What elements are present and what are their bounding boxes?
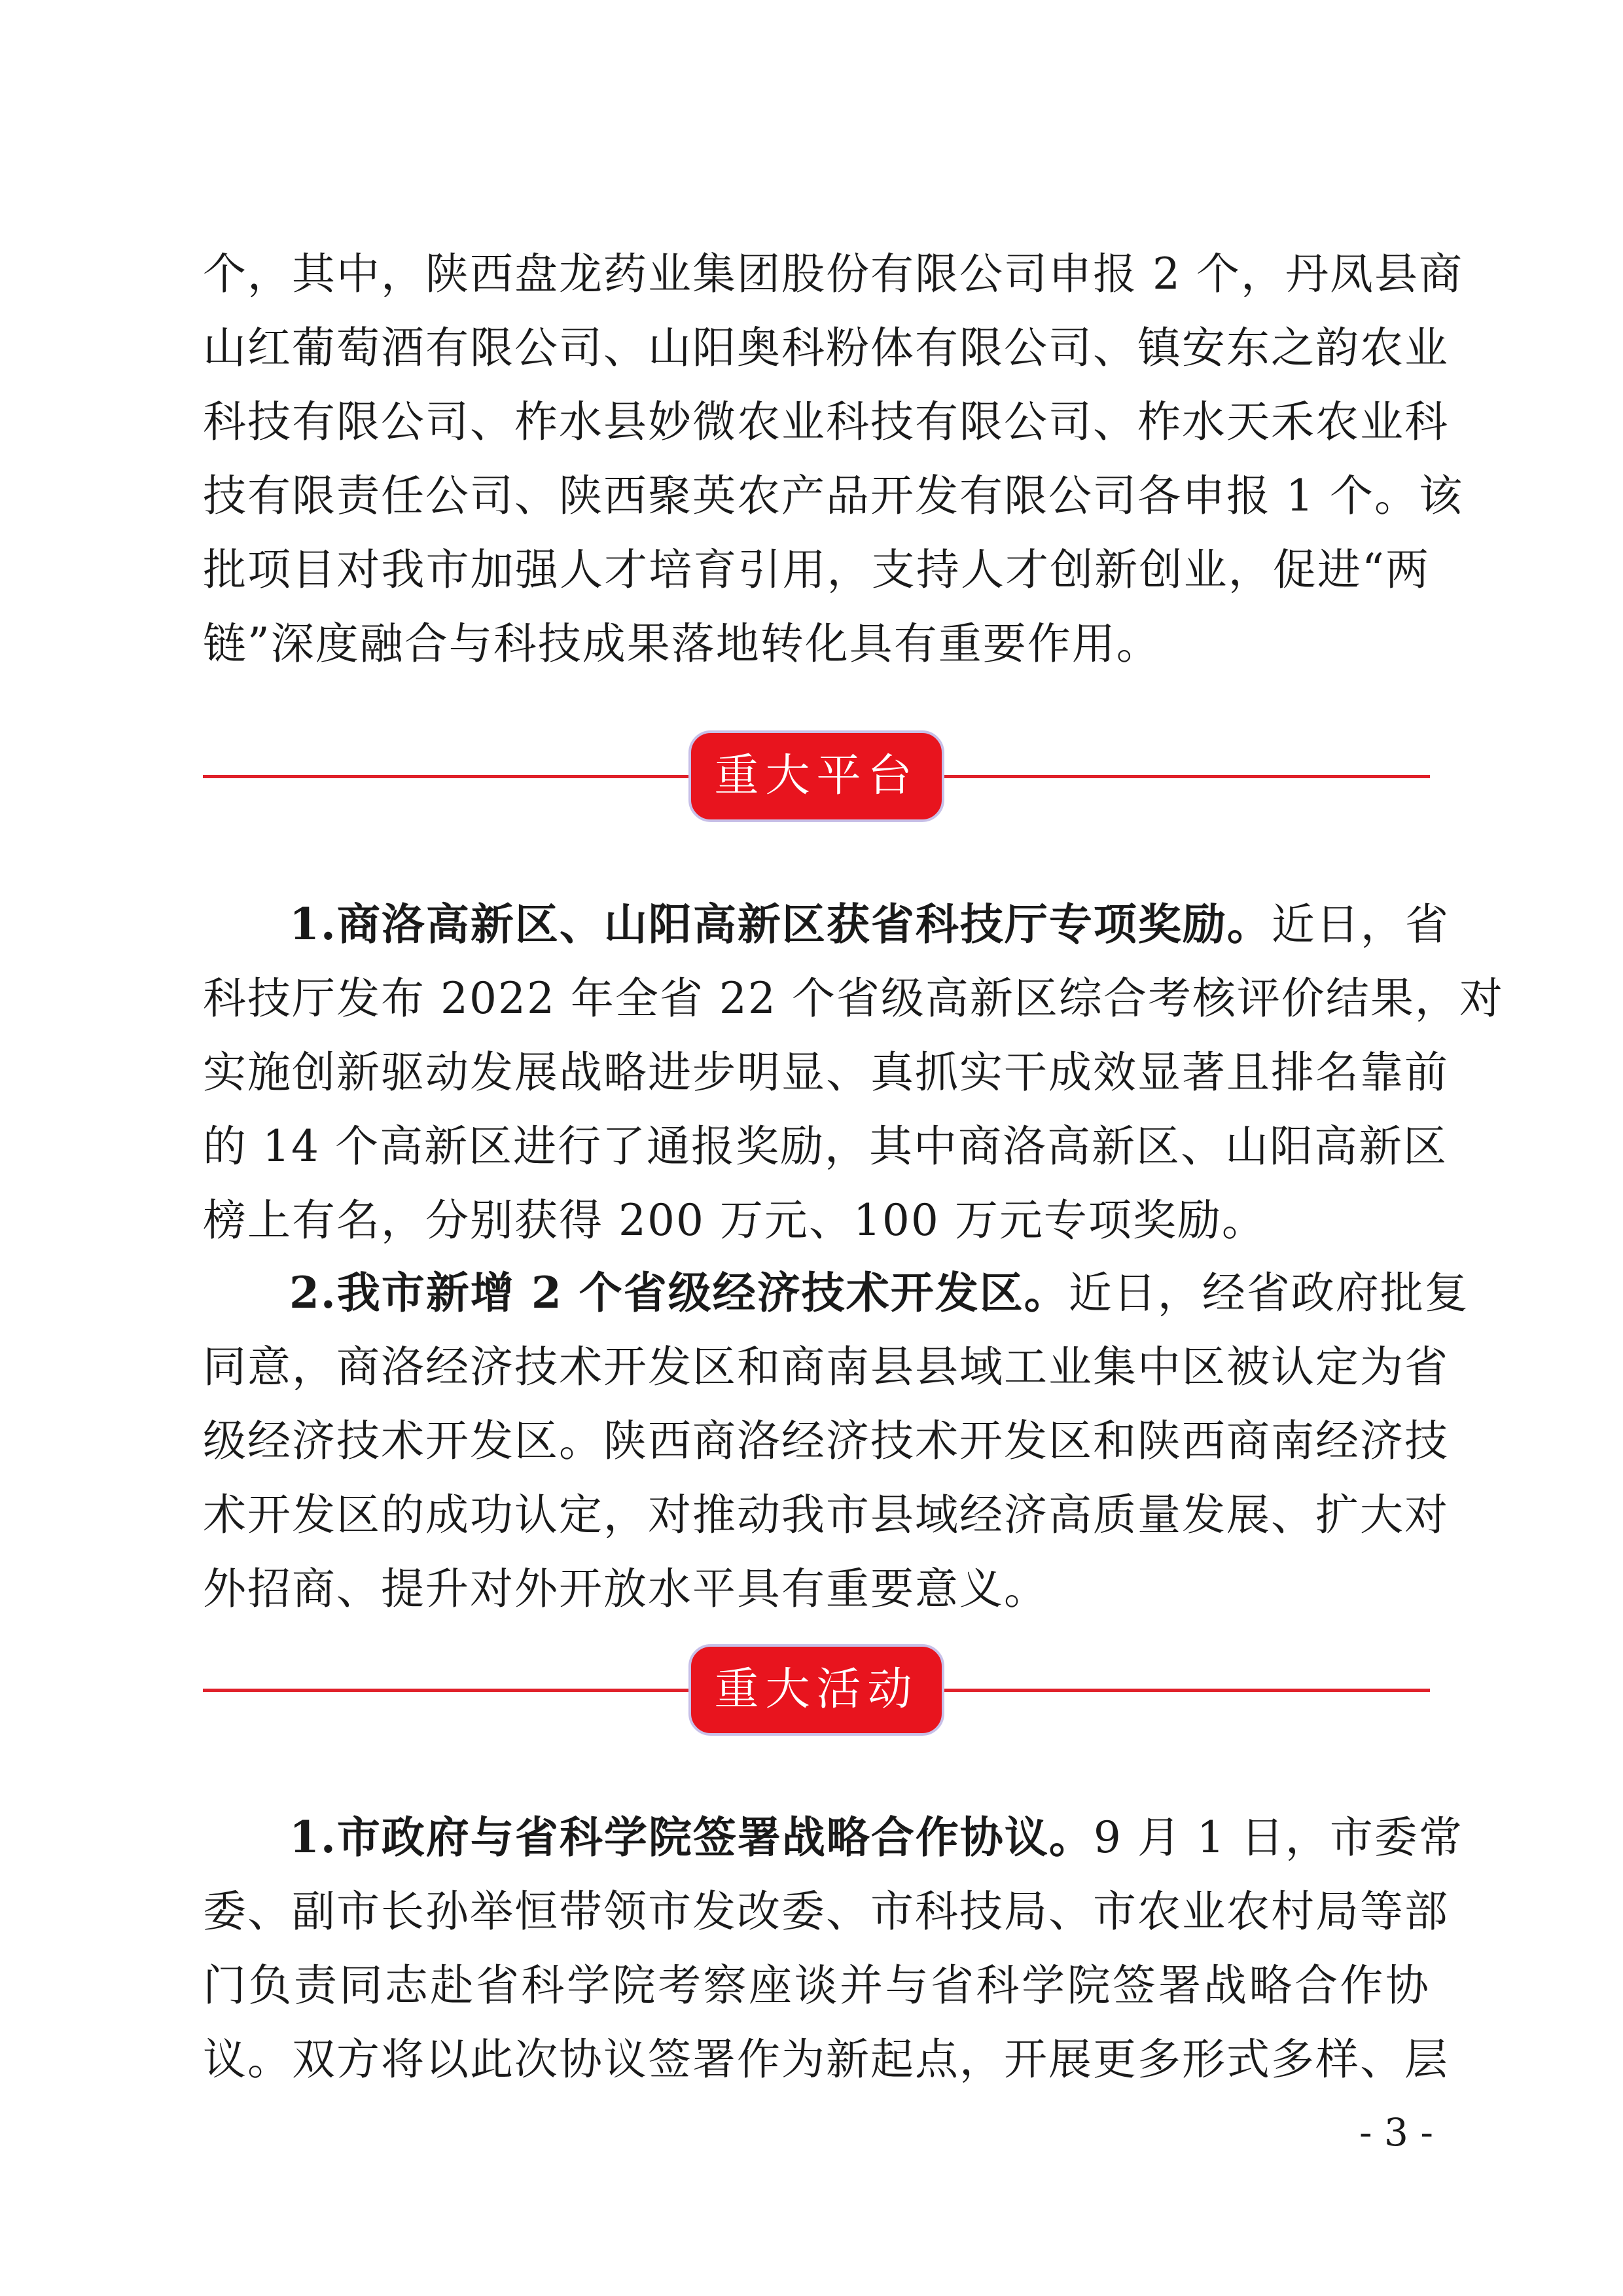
section-title-badge: 重大活动 xyxy=(688,1644,944,1736)
item-text: 9 月 1 日，市委常 xyxy=(1093,1812,1463,1863)
item-line: 的 14 个高新区进行了通报奖励，其中商洛高新区、山阳高新区 xyxy=(203,1121,1448,1172)
section-title-badge: 重大平台 xyxy=(688,730,944,822)
platform-item-1 xyxy=(203,888,1504,1257)
intro-line-2: 山红葡萄酒有限公司、山阳奥科粉体有限公司、镇安东之韵农业 xyxy=(203,323,1449,373)
item-line: 议。双方将以此次协议签署作为新起点，开展更多形式多样、层 xyxy=(203,2034,1449,2085)
intro-paragraph xyxy=(203,237,1463,681)
intro-line-1: 个，其中，陕西盘龙药业集团股份有限公司申报 2 个，丹凤县商 xyxy=(203,249,1463,299)
intro-line-5: 批项目对我市加强人才培育引用，支持人才创新创业，促进“两 xyxy=(203,545,1430,595)
item-line: 门负责同志赴省科学院考察座谈并与省科学院签署战略合作协 xyxy=(203,1960,1430,2011)
intro-line-3: 科技有限公司、柞水县妙微农业科技有限公司、柞水天禾农业科 xyxy=(203,397,1449,447)
item-line: 术开发区的成功认定，对推动我市县域经济高质量发展、扩大对 xyxy=(203,1490,1449,1540)
item-line: 榜上有名，分别获得 200 万元、100 万元专项奖励。 xyxy=(203,1195,1266,1246)
item-first-line xyxy=(203,1256,1469,1330)
item-line: 实施创新驱动发展战略进步明显、真抓实干成效显著且排名靠前 xyxy=(203,1047,1449,1098)
item-heading: 1.商洛高新区、山阳高新区获省科技厅专项奖励。 xyxy=(289,899,1272,950)
item-line: 科技厅发布 2022 年全省 22 个省级高新区综合考核评价结果，对 xyxy=(203,973,1504,1024)
item-line: 委、副市长孙举恒带领市发改委、市科技局、市农业农村局等部 xyxy=(203,1886,1449,1937)
item-text: 近日，省 xyxy=(1271,899,1450,950)
intro-line-4: 技有限责任公司、陕西聚英农产品开发有限公司各申报 1 个。该 xyxy=(203,471,1463,521)
intro-line-6: 链”深度融合与科技成果落地转化具有重要作用。 xyxy=(203,619,1161,669)
item-heading: 2.我市新增 2 个省级经济技术开发区。 xyxy=(289,1267,1069,1318)
section-rule-right xyxy=(944,775,1430,778)
section-rule-right xyxy=(944,1689,1430,1692)
section-header-activity xyxy=(203,1644,1430,1736)
activity-item-1 xyxy=(203,1801,1463,2096)
section-rule-left xyxy=(203,1689,688,1692)
item-heading: 1.市政府与省科学院签署战略合作协议。 xyxy=(289,1812,1094,1863)
page-number: - 3 - xyxy=(1359,2110,1433,2155)
platform-item-2 xyxy=(203,1256,1469,1626)
item-line: 同意，商洛经济技术开发区和商南县县域工业集中区被认定为省 xyxy=(203,1342,1449,1392)
item-line: 级经济技术开发区。陕西商洛经济技术开发区和陕西商南经济技 xyxy=(203,1416,1449,1466)
item-first-line xyxy=(203,1801,1463,1874)
item-text: 近日，经省政府批复 xyxy=(1068,1268,1469,1318)
item-first-line xyxy=(203,888,1450,961)
section-header-platform xyxy=(203,730,1430,822)
section-rule-left xyxy=(203,775,688,778)
item-line: 外招商、提升对外开放水平具有重要意义。 xyxy=(203,1564,1048,1614)
